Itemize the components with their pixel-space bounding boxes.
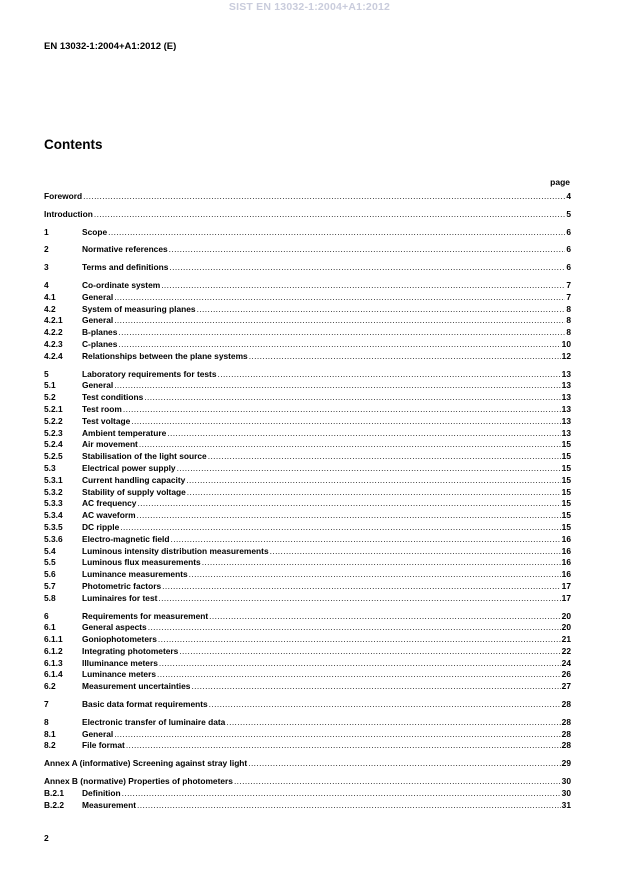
toc-entry-page: 16 [561,533,571,544]
toc-dot-leader [118,327,565,339]
toc-entry-number: 1 [44,226,49,237]
toc-entry-title: File format [82,740,125,751]
contents-heading: Contents [44,137,103,152]
toc-entry-page: 13 [561,403,571,414]
toc-entry[interactable] [44,758,571,770]
toc-entry[interactable] [44,669,571,681]
toc-entry-number: 8.1 [44,728,56,739]
toc-dot-leader [118,339,560,351]
toc-dot-leader [94,209,565,221]
toc-entry-page: 13 [561,368,571,379]
toc-dot-leader [158,634,561,646]
toc-entry[interactable] [44,800,571,812]
toc-entry-page: 8 [566,303,571,314]
toc-entry[interactable] [44,717,571,729]
toc-entry-number: 5.2.4 [44,439,63,450]
toc-entry-title: AC waveform [82,510,136,521]
toc-dot-leader [189,569,561,581]
toc-entry-title: C-planes [82,338,118,349]
toc-entry[interactable] [44,593,571,605]
toc-entry-number: 7 [44,699,49,710]
toc-entry[interactable] [44,191,571,203]
toc-entry-page: 22 [561,645,571,656]
toc-entry-title: Annex B (normative) Properties of photometers [44,776,233,787]
toc-entry-page: 20 [561,622,571,633]
toc-entry-number: 3 [44,262,49,273]
toc-entry[interactable] [44,244,571,256]
toc-entry-title: Luminance measurements [82,569,188,580]
toc-entry-title: AC frequency [82,498,137,509]
toc-entry[interactable] [44,788,571,800]
toc-entry-page: 29 [561,758,571,769]
toc-entry-title: Annex A (informative) Screening against stray light [44,758,248,769]
toc-dot-leader [120,522,560,534]
toc-entry-title: General aspects [82,622,147,633]
toc-entry-page: 27 [561,681,571,692]
toc-dot-leader [226,717,560,729]
toc-entry-page: 16 [561,557,571,568]
toc-entry-number: 5.1 [44,380,56,391]
toc-entry-title: Test room [82,403,122,414]
toc-entry-number: 6.1.2 [44,645,63,656]
toc-dot-leader [218,369,561,381]
toc-dot-leader [209,699,561,711]
toc-entry-page: 30 [561,776,571,787]
toc-entry-page: 13 [561,427,571,438]
toc-entry[interactable] [44,557,571,569]
toc-entry-title: Luminaires for test [82,592,158,603]
toc-entry-number: 2 [44,244,49,255]
toc-dot-leader [270,546,561,558]
toc-dot-leader [234,776,561,788]
toc-dot-leader [114,729,560,741]
toc-entry-page: 7 [566,279,571,290]
toc-entry[interactable] [44,380,571,392]
toc-dot-leader [122,788,561,800]
toc-entry-number: 6.1.1 [44,634,63,645]
toc-entry[interactable] [44,451,571,463]
toc-entry-title: Luminance meters [82,669,157,680]
toc-entry-number: 5.2.1 [44,403,63,414]
toc-entry-page: 12 [561,350,571,361]
toc-entry-title: Stability of supply voltage [82,486,186,497]
page-column-header: page [550,177,570,187]
document-identifier: EN 13032-1:2004+A1:2012 (E) [44,41,177,52]
toc-entry-title: Electrical power supply [82,462,176,473]
toc-entry[interactable] [44,681,571,693]
toc-entry-number: 5.2.5 [44,451,63,462]
toc-entry-title: Laboratory requirements for tests [82,368,217,379]
toc-entry-page: 13 [561,392,571,403]
watermark: SIST EN 13032-1:2004+A1:2012 [228,1,391,13]
toc-entry-number: 6 [44,610,49,621]
toc-entry-title: Ambient temperature [82,427,167,438]
toc-dot-leader [114,380,560,392]
toc-dot-leader [169,262,565,274]
toc-entry[interactable] [44,463,571,475]
toc-entry-number: 5.3.1 [44,474,63,485]
toc-entry[interactable] [44,209,571,221]
toc-dot-leader [186,475,560,487]
toc-entry-page: 17 [561,580,571,591]
toc-entry-number: 5.7 [44,580,56,591]
toc-entry-title: Test conditions [82,392,144,403]
toc-entry-title: Goniophotometers [82,634,157,645]
toc-entry-title: Stabilisation of the light source [82,451,207,462]
toc-entry[interactable] [44,439,571,451]
toc-entry-number: 5.3.4 [44,510,63,521]
toc-entry-page: 31 [561,799,571,810]
toc-entry-page: 5 [566,208,571,219]
toc-dot-leader [167,428,560,440]
toc-entry-number: 5.4 [44,545,56,556]
toc-entry[interactable] [44,740,571,752]
toc-dot-leader [177,463,561,475]
toc-entry-title: Current handling capacity [82,474,186,485]
toc-entry-title: Luminous flux measurements [82,557,201,568]
toc-dot-leader [202,557,561,569]
toc-entry-title: Integrating photometers [82,645,179,656]
toc-entry-page: 7 [566,291,571,302]
toc-dot-leader [126,740,561,752]
toc-entry-title: Basic data format requirements [82,699,208,710]
toc-entry[interactable] [44,351,571,363]
toc-entry-number: 6.1 [44,622,56,633]
toc-entry-number: 5.6 [44,569,56,580]
toc-entry-title: Illuminance meters [82,657,158,668]
toc-dot-leader [137,498,560,510]
toc-entry-page: 15 [561,486,571,497]
toc-entry-title: Measurement uncertainties [82,681,191,692]
toc-dot-leader [158,593,560,605]
toc-entry[interactable] [44,658,571,670]
toc-entry-page: 28 [561,699,571,710]
toc-entry-number: 4.1 [44,291,56,302]
toc-dot-leader [191,681,560,693]
toc-entry-page: 28 [561,740,571,751]
toc-dot-leader [157,669,561,681]
toc-dot-leader [197,304,566,316]
toc-dot-leader [209,611,561,623]
toc-dot-leader [187,487,561,499]
toc-entry-page: 28 [561,716,571,727]
toc-entry-number: 8 [44,716,49,727]
toc-entry[interactable] [44,369,571,381]
toc-entry-title: Introduction [44,208,93,219]
toc-entry[interactable] [44,292,571,304]
toc-entry-title: Electro-magnetic field [82,533,170,544]
toc-entry[interactable] [44,622,571,634]
toc-entry-number: 8.2 [44,740,56,751]
toc-entry[interactable] [44,581,571,593]
toc-entry-title: Definition [82,787,121,798]
toc-entry[interactable] [44,304,571,316]
toc-entry-number: 5 [44,368,49,379]
toc-entry-title: Relationships between the plane systems [82,350,248,361]
toc-dot-leader [137,510,561,522]
toc-entry[interactable] [44,534,571,546]
toc-entry[interactable] [44,404,571,416]
toc-dot-leader [162,581,561,593]
toc-entry-page: 15 [561,521,571,532]
toc-entry-title: General [82,380,114,391]
toc-entry-page: 6 [566,244,571,255]
toc-entry-page: 16 [561,569,571,580]
toc-entry-number: 5.2.3 [44,427,63,438]
toc-dot-leader [131,416,560,428]
toc-entry-page: 15 [561,439,571,450]
toc-entry-number: 5.3 [44,462,56,473]
toc-entry-number: 5.2.2 [44,415,63,426]
toc-entry-number: 5.5 [44,557,56,568]
toc-entry-number: 5.2 [44,392,56,403]
toc-dot-leader [159,658,561,670]
toc-dot-leader [169,244,566,256]
toc-entry-number: 4.2.4 [44,350,63,361]
toc-entry-title: Requirements for measurement [82,610,209,621]
toc-entry[interactable] [44,611,571,623]
toc-entry-title: Terms and definitions [82,262,169,273]
toc-entry[interactable] [44,227,571,239]
table-of-contents [44,191,571,811]
toc-entry-title: General [82,315,114,326]
toc-entry-page: 15 [561,474,571,485]
toc-entry-title: General [82,728,114,739]
toc-entry-title: Air movement [82,439,138,450]
toc-entry-page: 30 [561,787,571,798]
page-number: 2 [44,833,49,843]
toc-entry[interactable] [44,729,571,741]
toc-entry-page: 6 [566,262,571,273]
toc-entry-page: 13 [561,380,571,391]
toc-entry-title: Photometric factors [82,580,162,591]
toc-entry-number: 5.3.5 [44,521,63,532]
toc-entry[interactable] [44,339,571,351]
toc-dot-leader [179,646,560,658]
toc-entry-page: 13 [561,415,571,426]
toc-entry[interactable] [44,416,571,428]
toc-dot-leader [148,622,561,634]
toc-entry[interactable] [44,546,571,558]
toc-dot-leader [208,451,561,463]
toc-entry-title: Measurement [82,799,136,810]
toc-dot-leader [114,315,565,327]
toc-entry[interactable] [44,522,571,534]
toc-entry-number: B.2.2 [44,799,65,810]
toc-entry-number: 5.8 [44,592,56,603]
toc-entry-title: System of measuring planes [82,303,196,314]
toc-entry-page: 24 [561,657,571,668]
toc-entry-title: Co-ordinate system [82,279,161,290]
toc-dot-leader [161,280,565,292]
toc-entry-number: B.2.1 [44,787,65,798]
toc-entry-title: B-planes [82,327,118,338]
toc-entry[interactable] [44,327,571,339]
toc-entry-page: 8 [566,315,571,326]
toc-entry-number: 6.2 [44,681,56,692]
toc-entry-title: Luminous intensity distribution measurements [82,545,269,556]
toc-entry[interactable] [44,646,571,658]
toc-entry-number: 4.2 [44,303,56,314]
toc-entry-page: 15 [561,510,571,521]
toc-entry-title: General [82,291,114,302]
toc-entry[interactable] [44,634,571,646]
toc-entry[interactable] [44,776,571,788]
toc-entry-title: Electronic transfer of luminaire data [82,716,226,727]
toc-entry-page: 10 [561,338,571,349]
toc-entry-page: 21 [561,634,571,645]
toc-entry-title: Normative references [82,244,168,255]
toc-entry-page: 16 [561,545,571,556]
toc-dot-leader [248,758,560,770]
toc-dot-leader [114,292,565,304]
toc-entry-number: 5.3.2 [44,486,63,497]
toc-entry-page: 6 [566,226,571,237]
toc-entry-title: Scope [82,226,108,237]
toc-dot-leader [123,404,561,416]
toc-dot-leader [171,534,561,546]
toc-dot-leader [108,227,565,239]
toc-entry-number: 4.2.3 [44,338,63,349]
toc-entry-page: 17 [561,592,571,603]
toc-entry[interactable] [44,475,571,487]
toc-entry-number: 4.2.2 [44,327,63,338]
toc-dot-leader [144,392,560,404]
toc-entry-page: 4 [566,191,571,201]
toc-entry-number: 5.3.3 [44,498,63,509]
toc-dot-leader [137,800,561,812]
toc-dot-leader [83,191,565,203]
toc-entry[interactable] [44,428,571,440]
toc-entry[interactable] [44,262,571,274]
toc-entry-page: 26 [561,669,571,680]
toc-dot-leader [139,439,561,451]
toc-entry-title: DC ripple [82,521,120,532]
toc-entry-page: 8 [566,327,571,338]
toc-entry-page: 15 [561,451,571,462]
toc-entry-title: Foreword [44,191,83,201]
toc-entry[interactable] [44,569,571,581]
toc-entry-title: Test voltage [82,415,131,426]
toc-entry[interactable] [44,510,571,522]
toc-dot-leader [249,351,561,363]
toc-entry[interactable] [44,315,571,327]
toc-entry-page: 28 [561,728,571,739]
toc-entry[interactable] [44,498,571,510]
toc-entry-page: 15 [561,498,571,509]
toc-entry-page: 20 [561,610,571,621]
toc-entry-number: 6.1.3 [44,657,63,668]
toc-entry-number: 5.3.6 [44,533,63,544]
toc-entry-number: 6.1.4 [44,669,63,680]
toc-entry[interactable] [44,487,571,499]
toc-entry-page: 15 [561,462,571,473]
toc-entry[interactable] [44,280,571,292]
toc-entry[interactable] [44,699,571,711]
toc-entry-number: 4 [44,279,49,290]
toc-entry-number: 4.2.1 [44,315,63,326]
toc-entry[interactable] [44,392,571,404]
